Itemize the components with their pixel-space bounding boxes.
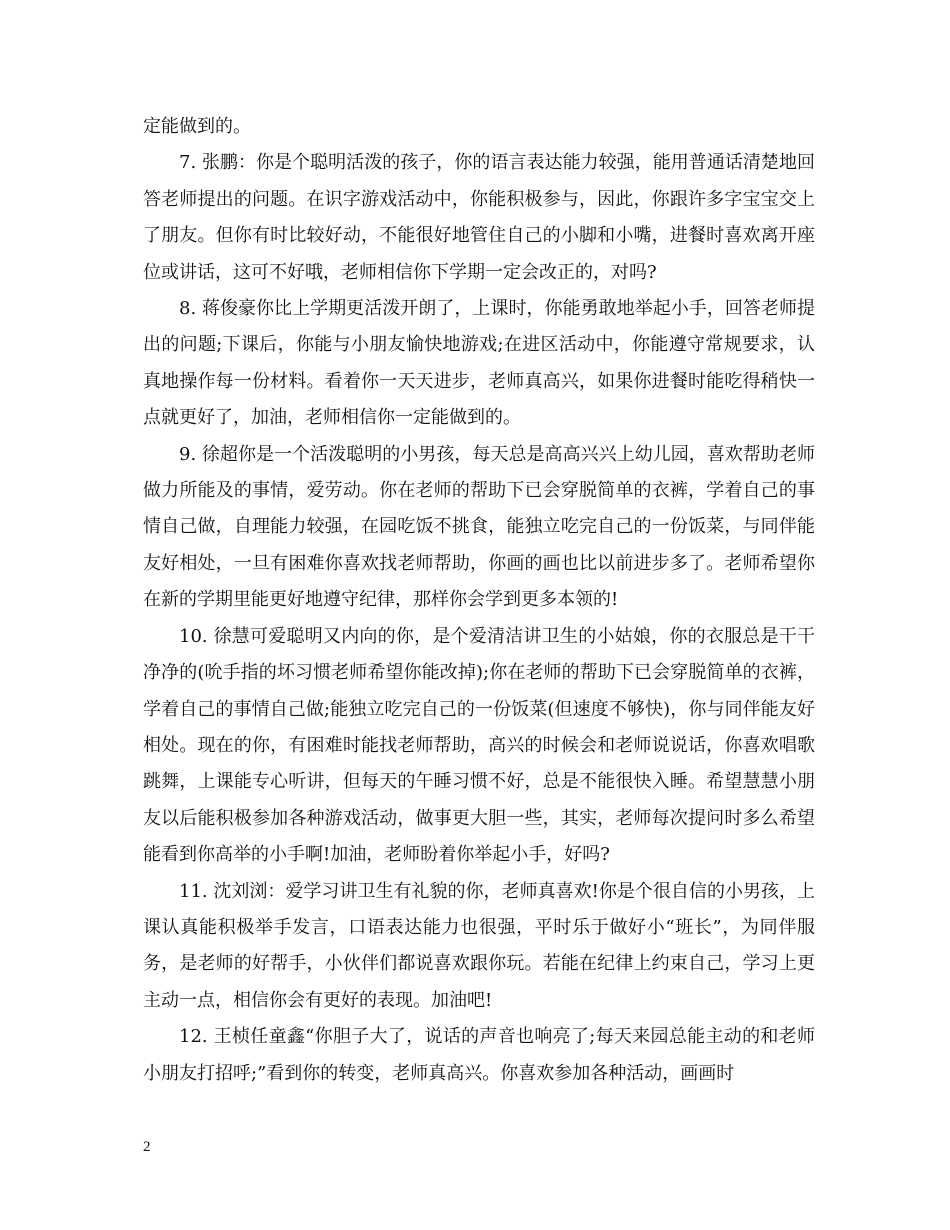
paragraph-item-8: 8. 蒋俊豪你比上学期更活泼开朗了，上课时，你能勇敢地举起小手，回答老师提出的问题;下课后，你能与小朋友愉快地游戏;在进区活动中，你能遵守常规要求，认真地操作每一份材料。看着你一天天进步，老师真高兴，如果你进餐时能吃得稍快一点就更好了，加油，老师相信你一定能做到的。 [143,298,815,429]
paragraph-item-12: 12. 王桢任童鑫“你胆子大了，说话的声音也响亮了;每天来园总能主动的和老师小朋友打招呼;”看到你的转变，老师真高兴。你喜欢参加各种活动，画画时 [143,1026,815,1084]
paragraph-continuation: 定能做到的。 [143,116,251,137]
page-number: 2 [143,1139,151,1155]
paragraph-item-7: 7. 张鹏：你是个聪明活泼的孩子，你的语言表达能力较强，能用普通话清楚地回答老师提出的问题。在识字游戏活动中，你能积极参与，因此，你跟许多字宝宝交上了朋友。但你有时比较好动，不能很好地管住自己的小脚和小嘴，进餐时喜欢离开座位或讲话，这可不好哦，老师相信你下学期一定会改正的，对吗? [143,152,815,283]
paragraph-item-9: 9. 徐超你是一个活泼聪明的小男孩，每天总是高高兴兴上幼儿园，喜欢帮助老师做力所能及的事情，爱劳动。你在老师的帮助下已会穿脱简单的衣裤，学着自己的事情自己做，自理能力较强，在园吃饭不挑食，能独立吃完自己的一份饭菜，与同伴能友好相处，一旦有困难你喜欢找老师帮助，你画的画也比以前进步多了。老师希望你在新的学期里能更好地遵守纪律，那样你会学到更多本领的! [143,443,815,611]
paragraph-item-10: 10. 徐慧可爱聪明又内向的你，是个爱清洁讲卫生的小姑娘，你的衣服总是干干净净的(吮手指的坏习惯老师希望你能改掉);你在老师的帮助下已会穿脱简单的衣裤，学着自己的事情自己做;能独立吃完自己的一份饭菜(但速度不够快)，你与同伴能友好相处。现在的你，有困难时能找老师帮助，高兴的时候会和老师说说话，你喜欢唱歌跳舞，上课能专心听讲，但每天的午睡习惯不好，总是不能很快入睡。希望慧慧小朋友以后能积极参加各种游戏活动，做事更大胆一些，其实，老师每次提问时多么希望能看到你高举的小手啊!加油，老师盼着你举起小手，好吗? [143,625,815,866]
document-body [143,109,815,1092]
paragraph-item-11: 11. 沈刘浏：爱学习讲卫生有礼貌的你，老师真喜欢!你是个很自信的小男孩，上课认真能积极举手发言，口语表达能力也很强，平时乐于做好小“班长”，为同伴服务，是老师的好帮手，小伙伴们都说喜欢跟你玩。若能在纪律上约束自己，学习上更主动一点，相信你会有更好的表现。加油吧! [143,880,815,1011]
